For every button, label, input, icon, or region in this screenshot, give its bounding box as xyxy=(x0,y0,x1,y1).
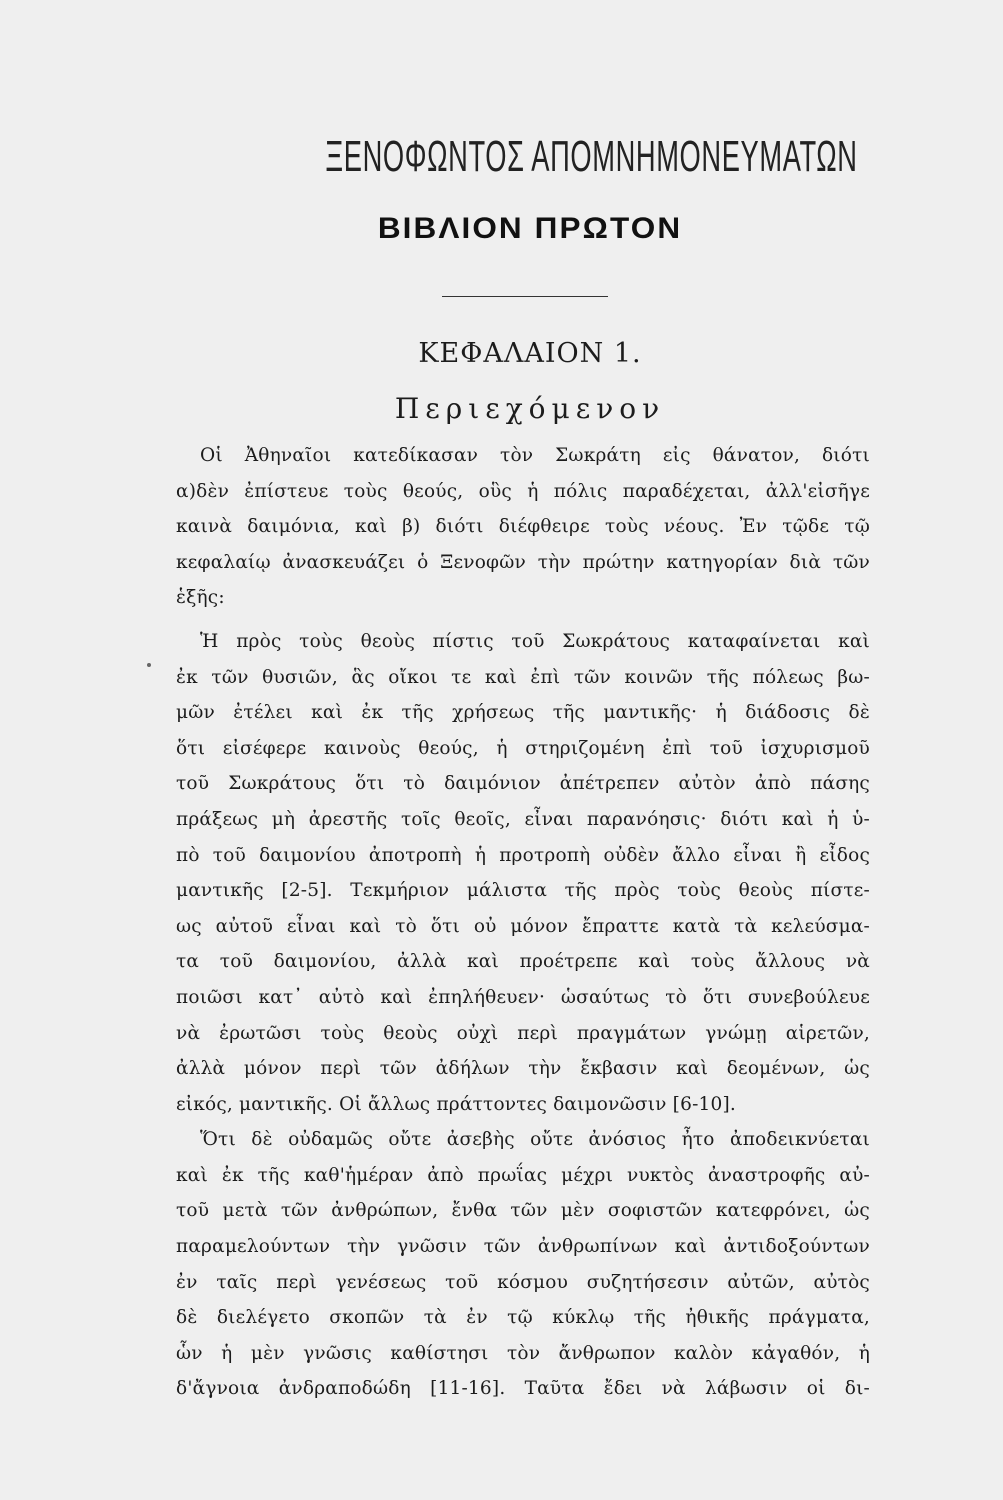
text-line: τα τοῦ δαιμονίου, ἀλλὰ καὶ προέτρεπε καὶ τοὺς ἄλλους νὰ xyxy=(176,951,870,973)
text-line: Ὅτι δὲ οὐδαμῶς οὔτε ἀσεβὴς οὔτε ἀνόσιος ἦτο ἀποδεικνύεται xyxy=(200,1129,870,1151)
text-line: νὰ ἐρωτῶσι τοὺς θεοὺς οὐχὶ περὶ πραγμάτων γνώμῃ αἱρετῶν, xyxy=(176,1022,870,1044)
text-line: καινὰ δαιμόνια, καὶ β) διότι διέφθειρε τοὺς νέους. Ἐν τῷδε τῷ xyxy=(176,516,870,538)
text-line: Ἡ πρὸς τοὺς θεοὺς πίστις τοῦ Σωκράτους καταφαίνεται καὶ xyxy=(200,630,870,652)
book-title: ΞΕΝΟΦΩΝΤΟΣ ΑΠΟΜΝΗΜΟΝΕΥΜΑΤΩΝ xyxy=(325,132,858,181)
text-line: δ'ἄγνοια ἀνδραποδώδη [11-16]. Ταῦτα ἔδει νὰ λάβωσιν οἱ δι- xyxy=(176,1378,870,1400)
text-line: ἐν ταῖς περὶ γενέσεως τοῦ κόσμου συζητήσεσιν αὐτῶν, αὐτὸς xyxy=(176,1271,870,1293)
text-line: α)δὲν ἐπίστευε τοὺς θεούς, οὓς ἡ πόλις παραδέχεται, ἀλλ'εἰσῆγε xyxy=(176,480,870,502)
book-subtitle: ΒΙΒΛΙΟΝ ΠΡΩΤΟΝ xyxy=(377,212,683,245)
body-text xyxy=(176,438,870,1407)
text-line: πράξεως μὴ ἀρεστῆς τοῖς θεοῖς, εἶναι παρανόησις· διότι καὶ ἡ ὑ- xyxy=(176,808,870,830)
text-line: τοῦ μετὰ τῶν ἀνθρώπων, ἔνθα τῶν μὲν σοφιστῶν κατεφρόνει, ὡς xyxy=(176,1200,870,1222)
text-line: ποιῶσι κατ᾽ αὐτὸ καὶ ἐπηλήθευεν· ὡσαύτως τὸ ὅτι συνεβούλευε xyxy=(176,986,870,1008)
divider-rule xyxy=(442,296,608,297)
text-line: μῶν ἐτέλει καὶ ἐκ τῆς χρήσεως τῆς μαντικῆς· ἡ διάδοσις δὲ xyxy=(176,702,870,724)
text-line: ἀλλὰ μόνον περὶ τῶν ἀδήλων τὴν ἔκβασιν καὶ δεομένων, ὡς xyxy=(176,1058,870,1080)
text-line: καὶ ἐκ τῆς καθ'ἡμέραν ἀπὸ πρωΐας μέχρι νυκτὸς ἀναστροφῆς αὐ- xyxy=(176,1164,870,1186)
text-line: παραμελούντων τὴν γνῶσιν τῶν ἀνθρωπίνων καὶ ἀντιδοξούντων xyxy=(176,1236,870,1258)
text-line: δὲ διελέγετο σκοπῶν τὰ ἐν τῷ κύκλῳ τῆς ἠθικῆς πράγματα, xyxy=(176,1307,870,1329)
text-line: κεφαλαίῳ ἀνασκευάζει ὁ Ξενοφῶν τὴν πρώτην κατηγορίαν διὰ τῶν xyxy=(176,551,870,573)
text-line: ὅτι εἰσέφερε καινοὺς θεούς, ἡ στηριζομένη ἐπὶ τοῦ ἰσχυρισμοῦ xyxy=(176,737,870,759)
text-line: μαντικῆς [2-5]. Τεκμήριον μάλιστα τῆς πρὸς τοὺς θεοὺς πίστε- xyxy=(176,880,870,902)
text-line: Οἱ Ἀθηναῖοι κατεδίκασαν τὸν Σωκράτη εἰς θάνατον, διότι xyxy=(200,445,870,466)
text-line: ἑξῆς: xyxy=(176,587,225,609)
text-line: ὧν ἡ μὲν γνῶσις καθίστησι τὸν ἄνθρωπον καλὸν κἀγαθόν, ἡ xyxy=(176,1342,870,1364)
text-line: ως αὐτοῦ εἶναι καὶ τὸ ὅτι οὐ μόνον ἔπραττε κατὰ τὰ κελεύσμα- xyxy=(176,915,870,937)
text-line: πὸ τοῦ δαιμονίου ἀποτροπὴ ἡ προτροπὴ οὐδὲν ἄλλο εἶναι ἢ εἶδος xyxy=(176,844,870,866)
text-line: εἰκός, μαντικῆς. Οἱ ἄλλως πράττοντες δαιμονῶσιν [6-10]. xyxy=(176,1093,736,1115)
chapter-heading: ΚΕΦΑΛΑΙΟΝ 1. xyxy=(418,338,642,369)
margin-mark xyxy=(147,663,151,667)
text-line: ἐκ τῶν θυσιῶν, ἃς οἴκοι τε καὶ ἐπὶ τῶν κοινῶν τῆς πόλεως βω- xyxy=(176,666,870,688)
contents-label: Περιεχόμενον xyxy=(394,392,666,425)
text-line: τοῦ Σωκράτους ὅτι τὸ δαιμόνιον ἀπέτρεπεν αὐτὸν ἀπὸ πάσης xyxy=(176,773,870,795)
